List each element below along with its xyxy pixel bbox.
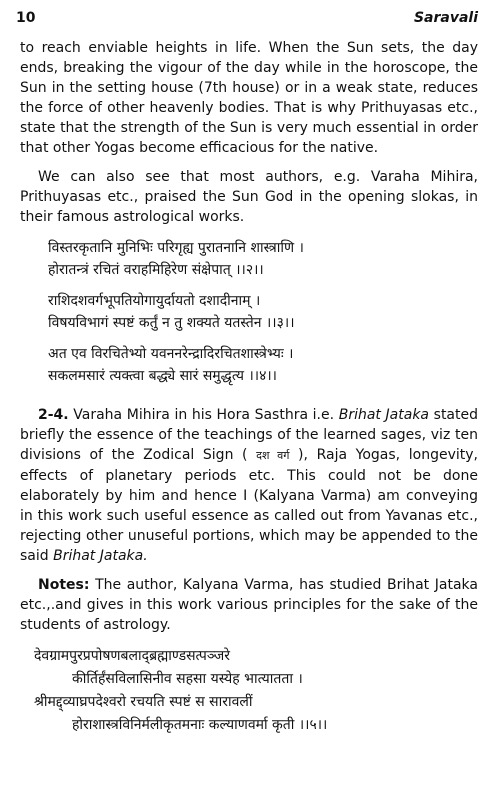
sanskrit-term: दश वर्ग — [256, 449, 290, 462]
sloka-block-2-4 — [20, 237, 478, 387]
sloka-line: कीर्तिर्हंसविलासिनीव सहसा यस्येह भात्यातता । — [72, 671, 303, 687]
sloka-4 — [48, 343, 478, 387]
sloka-2 — [48, 237, 478, 281]
sloka-line: श्रीमद्द्व्याघ्रपदेश्वरो रचयति स्पष्टं स सारावलीं — [34, 694, 253, 710]
notes-label: Notes: — [38, 577, 90, 593]
sloka-line: विस्तरकृतानि मुनिभिः परिगृह्य पुरातनानि शास्त्राणि । — [48, 240, 304, 256]
verse-number: 2-4. — [38, 407, 69, 423]
sloka-5 — [20, 645, 478, 737]
paragraph-commentary-2-4 — [20, 405, 478, 566]
sloka-line: राशिदशवर्गभूपतियोगायुर्दायतो दशादीनाम् । — [48, 293, 261, 309]
sloka-line: होराशास्त्रविनिर्मलीकृतमनाः कल्याणवर्मा कृती ।।५।। — [72, 717, 328, 733]
sloka-3 — [48, 290, 478, 334]
paragraph-notes — [20, 575, 478, 635]
sloka-line: सकलमसारं त्यक्त्वा बद्ध्ये सारं समुद्धृत्य ।।४।। — [48, 368, 277, 384]
sloka-line: होरातन्त्रं रचितं वराहमिहिरेण संक्षेपात् ।।२।। — [48, 262, 264, 278]
text-run: stated briefly the essence of the teachings of the learned sages, viz ten divisions of the Zodical Sign ( — [20, 407, 478, 463]
book-reference: Brihat Jataka. — [53, 548, 148, 564]
sloka-line: अत एव विरचितेभ्यो यवननरेन्द्रादिरचितशास्त्रेभ्यः । — [48, 346, 294, 362]
notes-text: The author, Kalyana Varma, has studied Brihat Jataka etc.,.and gives in this work various principles for the sake of the students of astrology. — [20, 577, 478, 633]
sloka-line: विषयविभागं स्पष्टं कर्तुं न तु शक्यते यतस्तेन ।।३।। — [48, 315, 295, 331]
book-title: Saravali — [413, 10, 478, 26]
text-run: ), Raja Yogas, longevity, effects of planetary periods etc. This could not be done elaborately by him and hence I (Kalyana Varma) am conveying in this work such useful essence as called out from Yavanas etc., rejecting other unuseful portions, which may be appended to the said — [20, 447, 478, 564]
text-run: Varaha Mihira in his Hora Sasthra i.e. — [68, 407, 339, 423]
page-content — [20, 38, 478, 737]
paragraph-authors-praise: We can also see that most authors, e.g. Varaha Mihira, Prithuyasas etc., praised the Sun God in the opening slokas, in their famous astrological works. — [20, 169, 478, 225]
paragraph-sun-strength: to reach enviable heights in life. When the Sun sets, the day ends, breaking the vigour of the day while in the horoscope, the Sun in the setting house (7th house) or in a weak state, reduces the force of other heavenly bodies. That is why Prithuyasas etc., state that the strength of the Sun is very much essential in order that other Yogas become efficacious for the native. — [20, 40, 478, 156]
page-header — [16, 10, 478, 32]
sloka-line: देवग्रामपुरप्रपोषणबलाद्ब्रह्माण्डसत्पञ्जरे — [34, 648, 230, 664]
page-number: 10 — [16, 10, 36, 26]
book-reference: Brihat Jataka — [338, 407, 430, 423]
